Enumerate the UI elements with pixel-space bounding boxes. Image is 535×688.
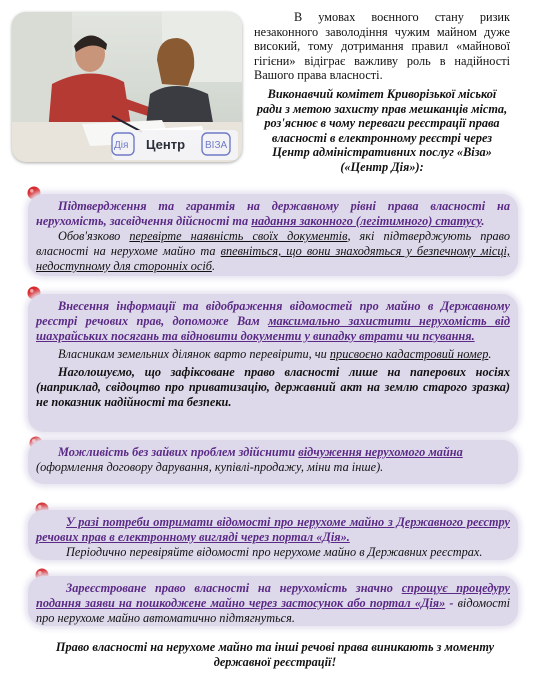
logo-dia: Дія [114, 140, 129, 151]
logo-center: Центр [146, 137, 186, 152]
block5-title: Зареєстроване право власності на нерухомість значно спрощує процедуру подання заяви на пошкоджене майно через застосунок або портал «Дія» - відомості про нерухоме майно автоматично підтягнуться. [36, 581, 510, 625]
info-block-legal-status [28, 194, 518, 276]
block2-text: Власникам земельних ділянок варто перевірити, чи присвоєно кадастровий номер. [58, 347, 492, 361]
info-block-damage-claim [28, 576, 518, 626]
intro-section [254, 10, 510, 175]
block3-title: Можливість без зайвих проблем здійснити відчуження нерухомого майна [58, 445, 463, 459]
photo-illustration [12, 12, 242, 162]
footer-statement: Право власності на нерухоме майно та інші речові права виникають з моменту державної реєстрації! [55, 640, 495, 669]
block1-title: Підтвердження та гарантія на державному рівні права власності на нерухомість, засвідчення дійсності та надання законного (легітимного) статусу. [36, 199, 510, 228]
intro-heading: Виконавчий комітет Криворізької міської ради з метою захисту прав мешканців міста, роз'яснює в чому переваги реєстрації права власності в електронному реєстрі через Центр адміністративних послуг «Віза» («Центр Дія»): [256, 86, 508, 174]
block4-title: У разі потреби отримати відомості про нерухоме майно з Державного реєстру речових прав в електронному вигляді через портал «Дія». [36, 515, 510, 544]
block4-text: Періодично перевіряйте відомості про нерухоме майно в Державних реєстрах. [66, 545, 483, 559]
info-block-registry [28, 294, 518, 432]
block2-warning: Наголошуємо, що зафіксоване право власності лише на паперових носіях (наприклад, свідоцтво про приватизацію, державний акт на землю старого зразка) не показник надійності та безпеки. [36, 365, 510, 409]
logo-viza: ВІЗА [205, 140, 228, 151]
intro-lead: В умовах воєнного стану ризик незаконного заволодіння чужим майном дуже високий, тому дотримання правил «майнової гігієни» відіграє важливу роль в надійності Вашого права власності. [254, 10, 510, 83]
office-photo [12, 12, 242, 162]
block2-title: Внесення інформації та відображення відомостей про майно в Державному реєстрі речових прав, допоможе Вам максимально захистити нерухомість від шахрайських посягань та відновити документи у випадку втрати чи псування. [36, 299, 510, 343]
block1-text: Обов'язково перевірте наявність своїх документів, які підтверджують право власності на нерухоме майно та впевніться, що вони знаходяться у безпечному місці, недоступному для сторонніх осіб. [36, 229, 510, 273]
block3-text: (оформлення договору дарування, купівлі-продажу, міни та інше). [36, 460, 384, 474]
info-block-portal [28, 510, 518, 560]
info-block-alienation [28, 440, 518, 484]
block5-text: відомості про нерухоме майно автоматично підтягнуться. [36, 596, 510, 625]
